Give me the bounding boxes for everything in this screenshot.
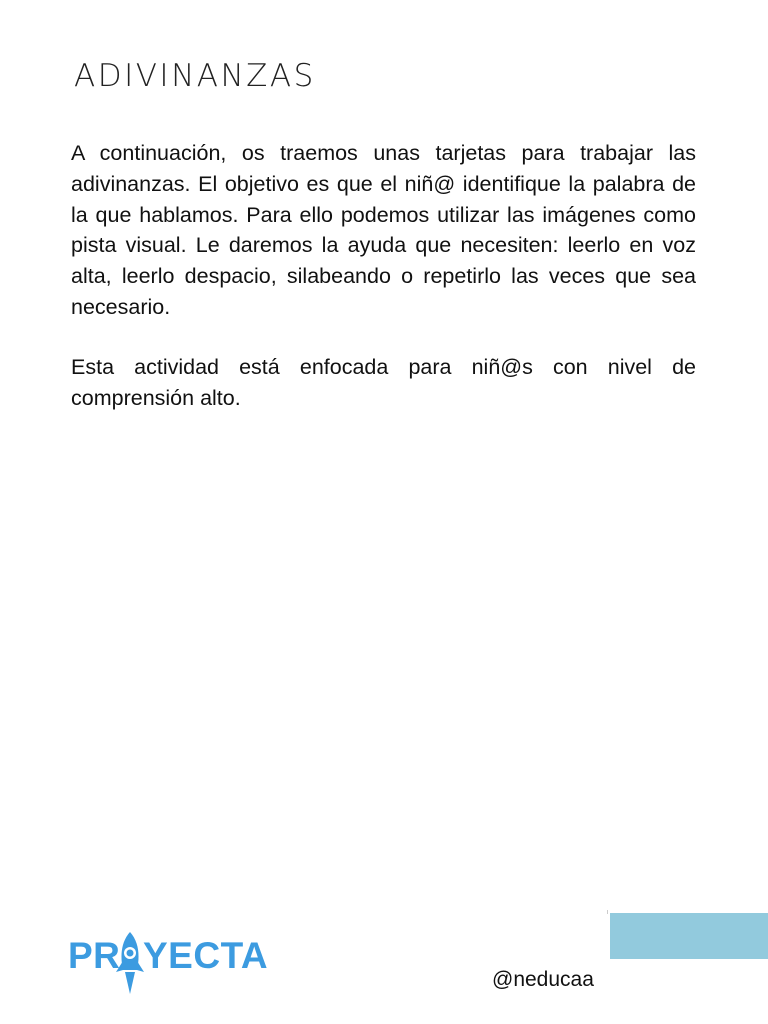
proyecta-logo [66, 930, 269, 998]
logo-text-end: YECTA [143, 935, 269, 976]
rocket-icon [115, 930, 145, 996]
page-title: ADIVINANZAS [74, 58, 316, 94]
logo-text-start: PR [68, 935, 121, 976]
divider-tick [607, 910, 608, 914]
social-handle: @neducaa [492, 968, 594, 991]
level-paragraph: Esta actividad está enfocada para niñ@s con nivel de comprensión alto. [71, 355, 696, 410]
accent-bar [610, 913, 768, 959]
intro-paragraph: A continuación, os traemos unas tarjetas para trabajar las adivinanzas. El objetivo es que el niñ@ identifique la palabra de la que hablamos. Para ello podemos utilizar las imágenes como pista visual. Le daremos la ayuda que necesiten: leerlo en voz alta, leerlo despacio, silabeando o repetirlo las veces que sea necesario. [71, 141, 696, 319]
